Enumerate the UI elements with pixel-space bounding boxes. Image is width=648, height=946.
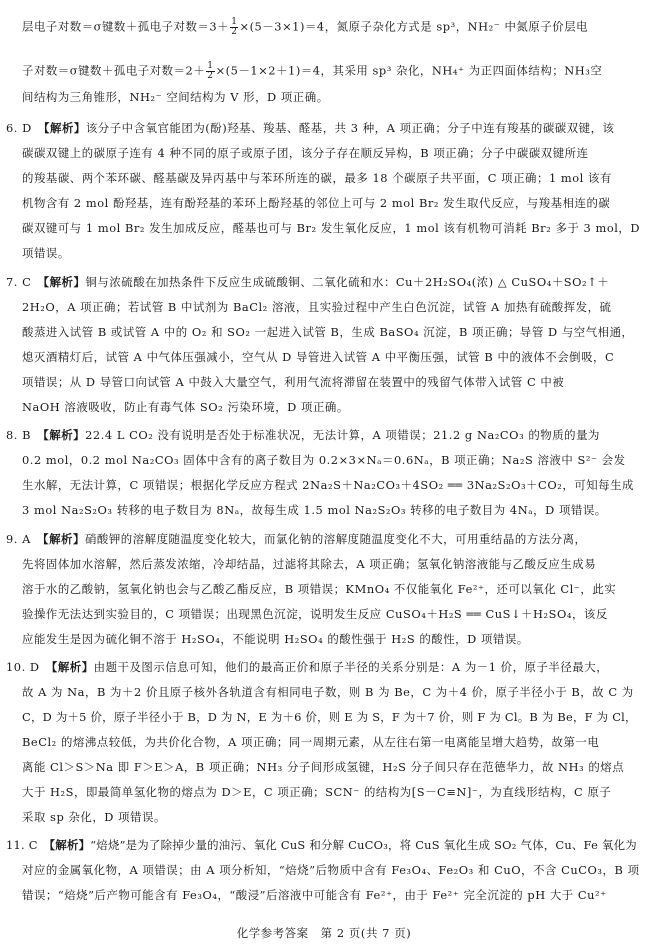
page-footer: 化学参考答案 第 2 页(共 7 页) — [236, 926, 412, 940]
q10-line-7: 采取 sp 杂化，D 项错误。 — [22, 810, 166, 824]
analysis-tag: 【解析】 — [51, 660, 94, 674]
q10-line-5: 离能 Cl＞S＞Na 即 F＞E＞A，B 项正确；NH₃ 分子间形成氢键，H₂S 分子间只存在范德华力，故 NH₃ 的熔点 — [22, 760, 625, 774]
q10-line-4: BeCl₂ 的熔沸点较低，为共价化合物，A 项正确；同一周期元素，从左往右第一电离能呈增大趋势，故第一电 — [22, 735, 600, 749]
q9-line-5: 应能发生是因为硫化铜不溶于 H₂SO₄，不能说明 H₂SO₄ 的酸性强于 H₂S 的酸性，D 项错误。 — [22, 632, 529, 646]
analysis-tag: 【解析】 — [43, 428, 86, 442]
q7-line-6: NaOH 溶液吸收，防止有毒气体 SO₂ 污染环境，D 项正确。 — [22, 400, 349, 414]
continuation-line-3: 间结构为三角锥形，NH₂⁻ 空间结构为 V 形，D 项正确。 — [22, 90, 329, 104]
q11-line-3: 错误；“焙烧”后产物可能含有 Fe₃O₄，“酸浸”后溶液中可能含有 Fe²⁺，由于 Fe²⁺ 完全沉淀的 pH 大于 Cu²⁺ — [22, 888, 607, 902]
q6-line-1: 6. D 【解析】该分子中含氧官能团为(酚)羟基、羧基、醛基，共 3 种，A 项正确；分子中连有羧基的碳碳双键，该 — [6, 121, 615, 135]
fraction-half: $\frac{1}{2}$ — [231, 17, 238, 37]
q7-line-1: 7. C 【解析】铜与浓硫酸在加热条件下反应生成硫酸铜、二氧化硫和水：Cu＋2H₂SO₄(浓) △ CuSO₄＋SO₂↑＋ — [6, 275, 610, 289]
q10-line-2: 故 A 为 Na，B 为＋2 价且原子核外各轨道含有相同电子数，则 B 为 Be，C 为＋4 价，原子半径小于 B，故 C 为 — [22, 685, 634, 699]
analysis-tag: 【解析】 — [43, 121, 86, 135]
analysis-tag: 【解析】 — [42, 532, 85, 546]
continuation-line-1: 层电子对数＝σ键数＋孤电子对数＝3＋ $\frac{1}{2}$ ×(5－3×1)＝4，氮原子杂化方式是 sp³，NH₂⁻ 中氮原子价层电 — [22, 17, 589, 37]
q6-line-2: 碳碳双键上的碳原子连有 4 种不同的原子或原子团，该分子存在顺反异构，B 项正确；分子中碳碳双键所连 — [22, 146, 589, 160]
q7-line-2: 2H₂O，A 项正确；若试管 B 中试剂为 BaCl₂ 溶液，且实验过程中产生白色沉淀，试管 A 加热有硫酸挥发，硫 — [22, 300, 612, 314]
q11-line-1: 11. C 【解析】“焙烧”是为了除掉少量的油污、氧化 CuS 和分解 CuCO₃，将 CuS 氧化生成 SO₂ 气体，Cu、Fe 氧化为 — [6, 838, 637, 852]
q8-line-1: 8. B 【解析】22.4 L CO₂ 没有说明是否处于标准状况，无法计算，A 项错误；21.2 g Na₂CO₃ 的物质的量为 — [6, 428, 600, 442]
q8-line-2: 0.2 mol，0.2 mol Na₂CO₃ 固体中含有的离子数目为 0.2×3×Nₐ＝0.6Nₐ，B 项正确；Na₂S 溶液中 S²⁻ 会发 — [22, 453, 626, 467]
fraction-half: $\frac{1}{2}$ — [207, 61, 214, 81]
q7-line-4: 熄灭酒精灯后，试管 A 中气体压强减小，空气从 D 导管进入试管 A 中平衡压强，试管 B 中的液体不会倒吸，C — [22, 350, 615, 364]
q9-line-3: 溶于水的乙酸钠，氢氧化钠也会与乙酸乙酯反应，B 项错误；KMnO₄ 不仅能氧化 Fe²⁺，还可以氧化 Cl⁻，此实 — [22, 582, 617, 596]
q9-line-1: 9. A 【解析】硝酸钾的溶解度随温度变化较大，而氯化钠的溶解度随温度变化不大，可用重结晶的方法分离， — [6, 532, 587, 546]
q6-line-5: 碳双键可与 1 mol Br₂ 发生加成反应，醛基也可与 Br₂ 发生氧化反应，1 mol 该有机物可消耗 Br₂ 多于 3 mol，D — [22, 221, 641, 235]
q10-line-3: C，D 为＋5 价，原子半径小于 B，D 为 N，E 为＋6 价，则 E 为 S，F 为＋7 价，则 F 为 Cl。B 为 Be，F 为 Cl， — [22, 710, 637, 724]
q7-line-3: 酸蒸进入试管 B 或试管 A 中的 O₂ 和 SO₂ 一起进入试管 B，生成 BaSO₄ 沉淀，B 项正确；导管 D 与空气相通， — [22, 325, 634, 339]
continuation-line-2: 子对数＝σ键数＋孤电子对数＝2＋ $\frac{1}{2}$ ×(5－1×2＋1)＝4，其采用 sp³ 杂化，NH₄⁺ 为正四面体结构；NH₃空 — [22, 61, 603, 81]
q6-line-3: 的羧基碳、两个苯环碳、醛基碳及异丙基中与苯环所连的碳，最多 18 个碳原子共平面，C 项正确；1 mol 该有 — [22, 171, 612, 185]
q6-line-6: 项错误。 — [22, 246, 70, 260]
q7-line-5: 项错误；从 D 导管口向试管 A 中鼓入大量空气，利用气流将滞留在装置中的残留气体带入试管 C 中被 — [22, 375, 565, 389]
q8-line-4: 3 mol Na₂S₂O₃ 转移的电子数目为 8Nₐ，故每生成 1.5 mol Na₂S₂O₃ 转移的电子数目为 4Nₐ，D 项错误。 — [22, 503, 607, 517]
q10-line-6: 大于 H₂S，即最简单氢化物的熔点为 D＞E，C 项正确；SCN⁻ 的结构为[S－C≡N]⁻，为直线形结构，C 原子 — [22, 785, 612, 799]
analysis-tag: 【解析】 — [49, 838, 91, 852]
q8-line-3: 生水解，无法计算，C 项错误；根据化学反应方程式 2Na₂S＋Na₂CO₃＋4SO₂ ══ 3Na₂S₂O₃＋CO₂，可知每生成 — [22, 478, 634, 492]
q10-line-1: 10. D 【解析】由题干及图示信息可知，他们的最高正价和原子半径的关系分别是：A 为－1 价，原子半径最大， — [6, 660, 609, 674]
q6-line-4: 机物含有 2 mol 酚羟基，连有酚羟基的苯环上酚羟基的邻位上可与 2 mol Br₂ 发生取代反应，与羧基相连的碳 — [22, 196, 611, 210]
q9-line-4: 验操作无法达到实验目的，C 项错误；出现黑色沉淀，说明发生反应 CuSO₄＋H₂S ══ CuS↓＋H₂SO₄，该反 — [22, 607, 608, 621]
analysis-tag: 【解析】 — [43, 275, 86, 289]
q11-line-2: 对应的金属氧化物，A 项错误；由 A 项分析知，“焙烧”后物质中含有 Fe₃O₄、Fe₂O₃ 和 CuO，不含 CuCO₃，B 项 — [22, 863, 640, 877]
q9-line-2: 先将固体加水溶解，然后蒸发浓缩，冷却结晶，过滤将其除去，A 项正确；氢氧化钠溶液能与乙酸反应生成易 — [22, 557, 597, 571]
